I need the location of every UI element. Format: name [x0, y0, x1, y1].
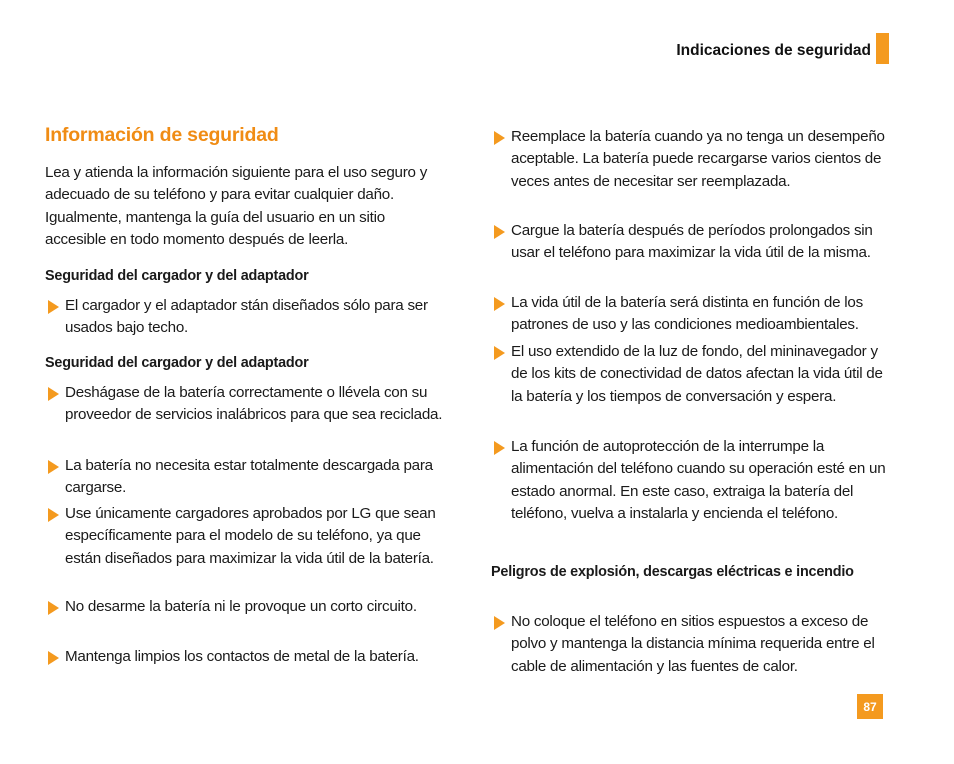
list-item-text: La función de autoprotección de la interrumpe la alimentación del teléfono cuando su operación esté en un estado anormal. En este caso, extraiga la batería del teléfono, vuelva a instalarla y encienda el teléfono. [511, 438, 886, 522]
bullet-arrow-icon [48, 387, 59, 401]
list-item-text: El uso extendido de la luz de fondo, del mininavegador y de los kits de conectividad de datos afectan la vida útil de la batería y los tiempos de conversación y espera. [511, 343, 883, 405]
list-item [45, 382, 445, 427]
bullet-arrow-icon [48, 460, 59, 474]
list-item [45, 455, 445, 500]
list-item-text: Mantenga limpios los contactos de metal de la batería. [65, 648, 419, 665]
bullet-arrow-icon [48, 508, 59, 522]
bullet-arrow-icon [48, 601, 59, 615]
list-item [491, 611, 891, 678]
header-accent-bar [876, 33, 889, 64]
list-item [491, 220, 891, 265]
page-number-badge: 87 [857, 694, 883, 719]
list-item-text: No coloque el teléfono en sitios espuestos a exceso de polvo y mantenga la distancia mínima requerida entre el cable de alimentación y las fuentes de calor. [511, 613, 875, 675]
subheading-charger-2: Seguridad del cargador y del adaptador [45, 355, 309, 371]
subheading-explosion: Peligros de explosión, descargas eléctricas e incendio [491, 564, 854, 580]
list-item-text: La vida útil de la batería será distinta en función de los patrones de uso y las condiciones medioambientales. [511, 294, 863, 334]
list-item [491, 341, 891, 408]
bullet-arrow-icon [48, 300, 59, 314]
subheading-charger-1: Seguridad del cargador y del adaptador [45, 268, 309, 284]
list-item-text: Cargue la batería después de períodos prolongados sin usar el teléfono para maximizar la vida útil de la misma. [511, 222, 873, 262]
bullet-arrow-icon [494, 441, 505, 455]
list-item-text: El cargador y el adaptador stán diseñados sólo para ser usados bajo techo. [65, 297, 428, 337]
list-item [491, 436, 891, 525]
section-heading: Información de seguridad [45, 124, 279, 146]
list-item-text: Deshágase de la batería correctamente o llévela con su proveedor de servicios inalábricos para que sea reciclada. [65, 384, 443, 424]
list-item [45, 596, 445, 618]
bullet-arrow-icon [494, 225, 505, 239]
intro-paragraph: Lea y atienda la información siguiente para el uso seguro y adecuado de su teléfono y para evitar cualquier daño. Igualmente, mantenga la guía del usuario en un sitio accesible en todo momento después de leerla. [45, 164, 428, 248]
list-item [45, 646, 445, 668]
list-item [45, 503, 445, 570]
list-item-text: Use únicamente cargadores aprobados por LG que sean específicamente para el modelo de su teléfono, ya que están diseñados para maximizar la vida útil de la batería. [65, 505, 436, 567]
list-item [491, 126, 891, 193]
bullet-arrow-icon [494, 616, 505, 630]
list-item-text: No desarme la batería ni le provoque un corto circuito. [65, 598, 417, 615]
list-item-text: La batería no necesita estar totalmente descargada para cargarse. [65, 457, 433, 497]
list-item [491, 292, 891, 337]
list-item-text: Reemplace la batería cuando ya no tenga un desempeño aceptable. La batería puede recargarse varios cientos de veces antes de necesitar ser reemplazada. [511, 128, 885, 190]
header-title: Indicaciones de seguridad [676, 42, 871, 59]
bullet-arrow-icon [494, 297, 505, 311]
bullet-arrow-icon [48, 651, 59, 665]
bullet-arrow-icon [494, 131, 505, 145]
bullet-arrow-icon [494, 346, 505, 360]
list-item [45, 295, 445, 340]
